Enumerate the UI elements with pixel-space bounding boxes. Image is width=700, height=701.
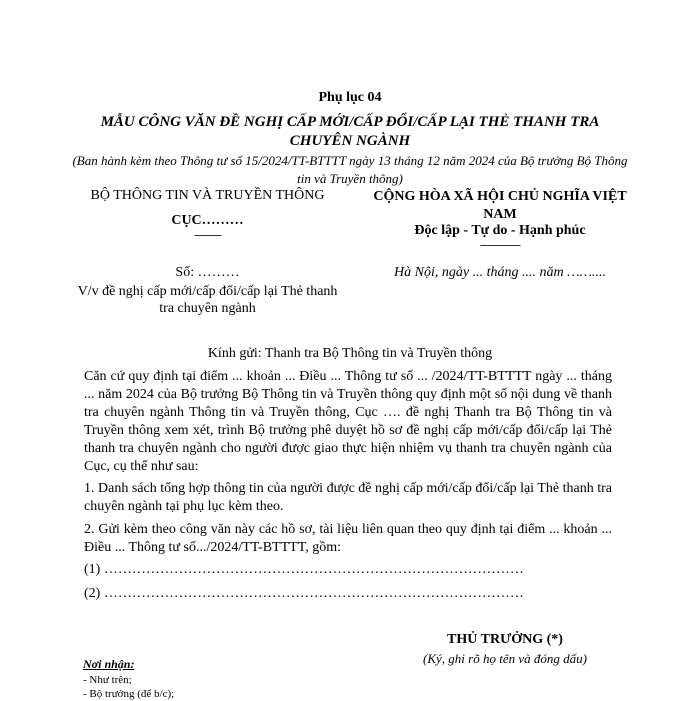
ministry-name: BỘ THÔNG TIN VÀ TRUYỀN THÔNG [90, 188, 325, 203]
document-subtitle: (Ban hành kèm theo Thông tư số 15/2024/TT-BTTTT ngày 13 tháng 12 năm 2024 của Bộ trưởng Bộ Thông tin và Truyền thông) [72, 153, 628, 186]
greeting: Kính gửi: Thanh tra Bộ Thông tin và Truyền thông [207, 346, 493, 361]
department-name: CỤC……… [171, 213, 244, 228]
body-paragraph-3: 2. Gửi kèm theo công văn này các hồ sơ, tài liệu liên quan theo quy định tại điểm ... khoản ... Điều ... Thông tư số.../2024/TT-BTTTT, gồm: [84, 522, 612, 555]
nation-name: CỘNG HÒA XÃ HỘI CHỦ NGHĨA VIỆT NAM [373, 189, 627, 222]
document-title: MẪU CÔNG VĂN ĐỀ NGHỊ CẤP MỚI/CẤP ĐỔI/CẤP LẠI THẺ THANH TRA CHUYÊN NGÀNH [100, 114, 600, 149]
right-separator: --------------- [480, 239, 520, 251]
attachment-line-1: (1) ……………………………………………………………………………… [84, 562, 524, 577]
body-paragraph-1: Căn cứ quy định tại điểm ... khoản ... Điều ... Thông tư số ... /2024/TT-BTTTT ngày ... tháng ... năm 2024 của Bộ trưởng Bộ Thông tin và Truyền thông quy định một số nội dung về thanh tra chuyên ngành Thông tin và Truyền thông, Cục …. đề nghị Thanh tra Bộ Thông tin và Truyền thông xem xét, trình Bộ trưởng phê duyệt hồ sơ đề nghị cấp mới/cấp đổi/cấp lại Thẻ thanh tra chuyên ngành cho người được giao thực hiện nhiệm vụ thanh tra chuyên ngành của Cục, cụ thể như sau: [84, 369, 612, 474]
recipients-label: Nơi nhận: [83, 657, 135, 671]
left-separator: ---------- [194, 229, 221, 241]
place-date: Hà Nội, ngày ... tháng .... năm …….... [394, 265, 606, 280]
recipient-item: - Bộ trưởng (để b/c); [83, 688, 175, 700]
recipient-item: - Như trên; [83, 674, 132, 686]
attachment-line-2: (2) ……………………………………………………………………………… [84, 586, 524, 601]
recipients-list [83, 673, 174, 701]
document-number: Số: ……… [175, 265, 240, 280]
document-subject: V/v đề nghị cấp mới/cấp đổi/cấp lại Thẻ thanh tra chuyên ngành [77, 284, 338, 316]
body-paragraph-2: 1. Danh sách tổng hợp thông tin của người được đề nghị cấp mới/cấp đổi/cấp lại Thẻ thanh tra chuyên ngành tại phụ lục kèm theo. [84, 481, 612, 514]
signer-note: (Ký, ghi rõ họ tên và đóng dấu) [423, 651, 587, 666]
national-motto: Độc lập - Tự do - Hạnh phúc [414, 223, 586, 238]
appendix-label: Phụ lục 04 [318, 90, 382, 105]
signer-title: THỦ TRƯỞNG (*) [447, 632, 563, 647]
